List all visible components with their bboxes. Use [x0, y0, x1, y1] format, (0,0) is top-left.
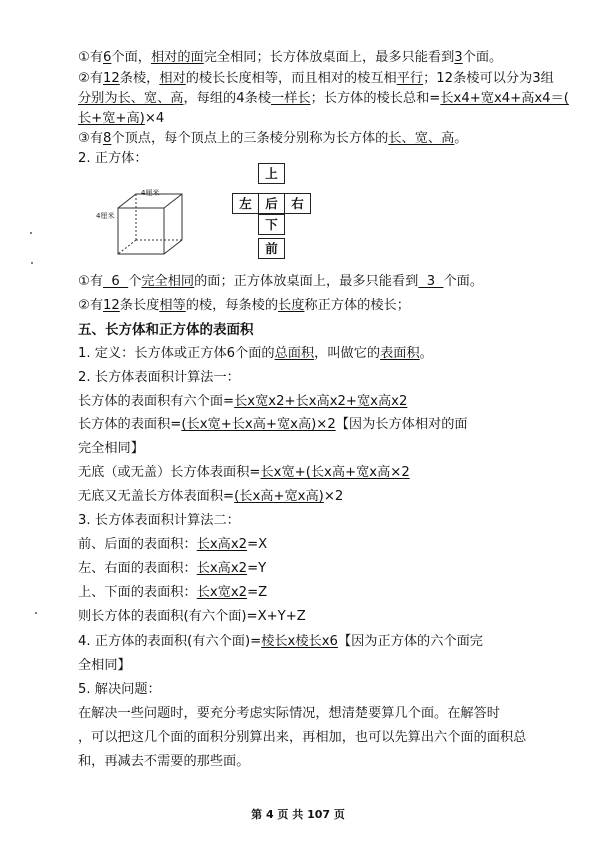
text-line-11: 2. 长方体表面积计算法一： — [78, 370, 240, 385]
underlined-text: 完全相同 — [141, 274, 195, 289]
text: ×4 — [144, 111, 165, 126]
text: 。 — [454, 131, 468, 146]
underlined-text: 长x宽+(长x高+宽x高×2 — [260, 465, 410, 480]
net-face-below: 下 — [258, 214, 285, 235]
text: 【因为正方体的六个面完 — [337, 634, 483, 649]
net-face-bottom: 前 — [258, 238, 285, 259]
text: 【因为长方体相对的面 — [335, 417, 468, 432]
text: ×2 — [323, 489, 344, 504]
underlined-text: 长x宽x2+长x高x2+宽x高x2 — [234, 394, 408, 409]
text: 条长度 — [119, 298, 160, 313]
text: ①有 — [78, 50, 104, 65]
text: ①有 — [78, 274, 104, 289]
underlined-text: 总面积 — [274, 346, 315, 361]
text-line-4 — [78, 109, 164, 129]
text: 长方体的表面积有六个面= — [78, 394, 235, 409]
text: 的面；正方体放桌面上，最多只能看到 — [194, 274, 419, 289]
net-face-top: 上 — [258, 163, 285, 184]
text-line-8 — [78, 296, 410, 316]
text: 条棱， — [119, 71, 160, 86]
cube-label-left: 4厘米 — [96, 212, 115, 220]
underlined-text: 相对的面 — [150, 50, 204, 65]
underlined-text: (长x宽+长x高+宽x高)×2 — [181, 417, 336, 432]
text-line-14: 完全相同】 — [78, 441, 144, 456]
underlined-text: 一样长 — [271, 91, 311, 106]
text-line-16 — [78, 487, 343, 507]
text: 个顶点，每个顶点上的三条棱分别称为长方体的 — [111, 131, 389, 146]
text: 个面， — [111, 50, 151, 65]
text-line-12 — [78, 392, 407, 412]
text: ②有 — [78, 71, 104, 86]
text: 无底（或无盖）长方体表面积= — [78, 465, 261, 480]
text-line-3 — [78, 89, 569, 109]
underlined-text: 12 — [103, 298, 120, 313]
text-line-25: 在解决一些问题时，要充分考虑实际情况，想清楚要算几个面。在解答时 — [78, 706, 500, 721]
text: 上、下面的表面积： — [78, 585, 197, 600]
scan-dot — [30, 232, 32, 234]
text: 称正方体的棱长； — [304, 298, 410, 313]
underlined-text: 6 — [103, 50, 112, 65]
text-line-1 — [78, 48, 502, 68]
text-line-15 — [78, 463, 410, 483]
underlined-text: 长x4+宽x4+高x4＝( — [440, 91, 569, 106]
text: 的棱，每条棱的 — [185, 298, 279, 313]
text-line-10 — [78, 344, 433, 364]
text-line-18 — [78, 535, 267, 555]
text-line-27: 和，再减去不需要的那些面。 — [78, 754, 250, 769]
text: =Z — [247, 585, 268, 600]
text: 个面。 — [443, 274, 484, 289]
text: 长方体的表面积= — [78, 417, 182, 432]
net-face-left: 左 — [232, 193, 259, 214]
underlined-text: 表面积 — [380, 346, 420, 361]
cube-label-top: 4厘米 — [141, 189, 160, 197]
underlined-text: 长x高x2 — [196, 537, 248, 552]
text-line-13 — [78, 415, 468, 435]
text: 。 — [419, 346, 433, 361]
text: 1. 定义：长方体或正方体6个面的 — [78, 346, 275, 361]
text-line-7 — [78, 272, 483, 292]
text: 左、右面的表面积： — [78, 561, 197, 576]
text: 4. 正方体的表面积(有六个面)= — [78, 634, 262, 649]
underlined-text: 3 — [418, 274, 444, 289]
underlined-text: 棱长x棱长x6 — [261, 634, 338, 649]
text: 完全相同；长方体放桌面上，最多只能看到 — [203, 50, 455, 65]
text-line-21: 则长方体的表面积(有六个面)=X+Y+Z — [78, 609, 306, 624]
text: ②有 — [78, 298, 104, 313]
section-heading-surface-area: 五、长方体和正方体的表面积 — [78, 322, 254, 338]
text-line-20 — [78, 583, 267, 603]
text: ；12条棱可以分为3组 — [423, 71, 554, 86]
text: 的棱长长度相等，而且相对的棱互相 — [185, 71, 397, 86]
net-face-center: 后 — [258, 193, 285, 214]
text: 无底又无盖长方体表面积= — [78, 489, 235, 504]
page-footer: 第 4 页 共 107 页 — [251, 808, 345, 821]
text: =Y — [247, 561, 267, 576]
underlined-text: 12 — [103, 71, 120, 86]
text-line-2 — [78, 69, 554, 89]
scan-dot — [35, 612, 37, 614]
cube-diagram — [98, 190, 198, 266]
text: ；长方体的棱长总和= — [310, 91, 441, 106]
scan-dot — [31, 262, 33, 264]
text: ，叫做它的 — [314, 346, 381, 361]
text: 个 — [128, 274, 142, 289]
section-heading-cube: 2. 正方体： — [78, 151, 148, 166]
text-line-24: 5. 解决问题： — [78, 682, 161, 697]
text-line-17: 3. 长方体表面积计算法二： — [78, 513, 240, 528]
cube-drawing — [98, 190, 198, 262]
underlined-text: 长x高x2 — [196, 561, 248, 576]
underlined-text: 分别为长、宽、高 — [78, 91, 184, 106]
text: =X — [247, 537, 268, 552]
text-line-5 — [78, 129, 467, 149]
text-line-26: ，可以把这几个面的面积分别算出来，再相加，也可以先算出六个面的面积总 — [78, 730, 527, 745]
net-face-right: 右 — [284, 193, 311, 214]
underlined-text: 相对 — [159, 71, 186, 86]
underlined-text: 3 — [454, 50, 463, 65]
text: ③有 — [78, 131, 104, 146]
text-line-23: 全相同】 — [78, 658, 131, 673]
underlined-text: 长x宽x2 — [196, 585, 248, 600]
underlined-text: 长+宽+高) — [78, 111, 145, 126]
underlined-text: 长度 — [278, 298, 305, 313]
underlined-text: 相等 — [159, 298, 186, 313]
text: 前、后面的表面积： — [78, 537, 197, 552]
underlined-text: 长、宽、高 — [388, 131, 455, 146]
text: ，每组的4条棱 — [183, 91, 272, 106]
underlined-text: 6 — [103, 274, 129, 289]
underlined-text: 平行 — [396, 71, 424, 86]
text-line-19 — [78, 559, 266, 579]
underlined-text: 8 — [103, 131, 112, 146]
text: 个面。 — [462, 50, 503, 65]
text-line-22 — [78, 632, 483, 652]
underlined-text: (长x高+宽x高) — [234, 489, 324, 504]
